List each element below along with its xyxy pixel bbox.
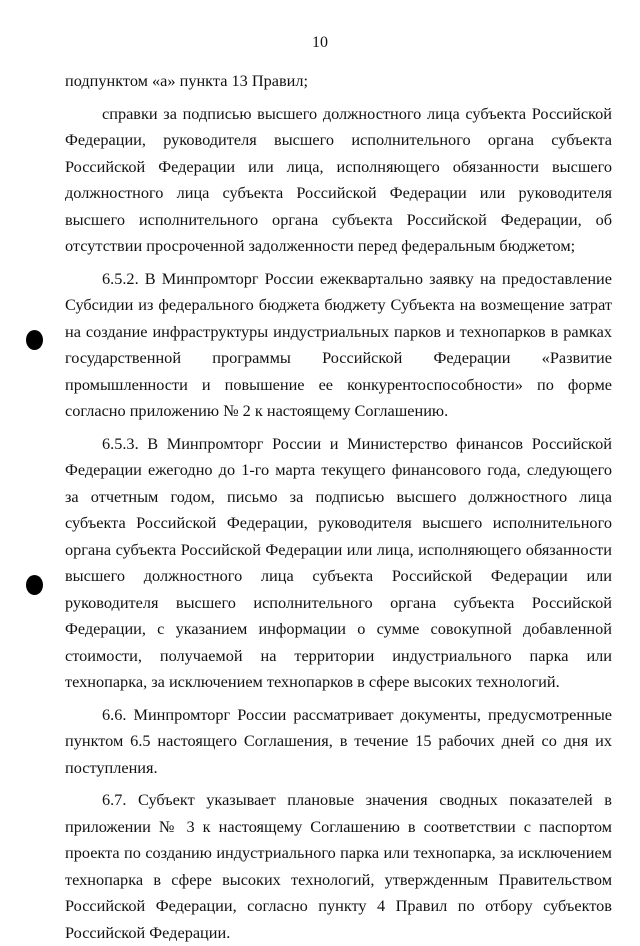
punch-hole-bottom [26, 575, 43, 595]
paragraph-certificate: справки за подписью высшего должностного лица субъекта Российской Федерации, руководителя высшего исполнительного органа субъекта Российской Федерации или лица, исполняющего обязанности высшего должностного лица субъекта Российской Федерации или руководителя высшего исполнительного органа субъекта Российской Федерации, об отсутствии просроченной задолженности перед федеральным бюджетом; [65, 103, 612, 255]
paragraph-6-5-2: 6.5.2. В Минпромторг России ежеквартально заявку на предоставление Субсидии из федерального бюджета бюджету Субъекта на возмещение затрат на создание инфраструктуры индустриальных парков и технопарков в рамках государственной программы Российской Федерации «Развитие промышленности и повышение ее конкурентоспособности» по форме согласно приложению № 2 к настоящему Соглашению. [65, 268, 612, 420]
paragraph-6-7: 6.7. Субъект указывает плановые значения сводных показателей в приложении № 3 к настоящему Соглашению в соответствии с паспортом проекта по созданию индустриального парка или технопарка, за исключением технопарка в сфере высоких технологий, утвержденным Правительством Российской Федерации, согласно пункту 4 Правил по отбору субъектов Российской Федерации. [65, 790, 612, 942]
paragraph-6-5-3: 6.5.3. В Минпромторг России и Министерство финансов Российской Федерации ежегодно до 1-го марта текущего финансового года, следующего за отчетным годом, письмо за подписью высшего должностного лица субъекта Российской Федерации, руководителя высшего исполнительного органа субъекта Российской Федерации или лица, исполняющего обязанности высшего должностного лица субъекта Российской Федерации или руководителя высшего исполнительного органа субъекта Российской Федерации, с указанием информации о сумме совокупной добавленной стоимости, получаемой на территории индустриального парка или технопарка, за исключением технопарков в сфере высоких технологий. [65, 433, 612, 691]
page-number: 10 [312, 34, 328, 51]
paragraph-continuation: подпунктом «а» пункта 13 Правил; [65, 71, 309, 90]
paragraph-6-6: 6.6. Минпромторг России рассматривает документы, предусмотренные пунктом 6.5 настоящего Соглашения, в течение 15 рабочих дней со дня их поступления. [65, 704, 612, 777]
punch-hole-top [26, 330, 43, 350]
document-body [65, 68, 612, 946]
